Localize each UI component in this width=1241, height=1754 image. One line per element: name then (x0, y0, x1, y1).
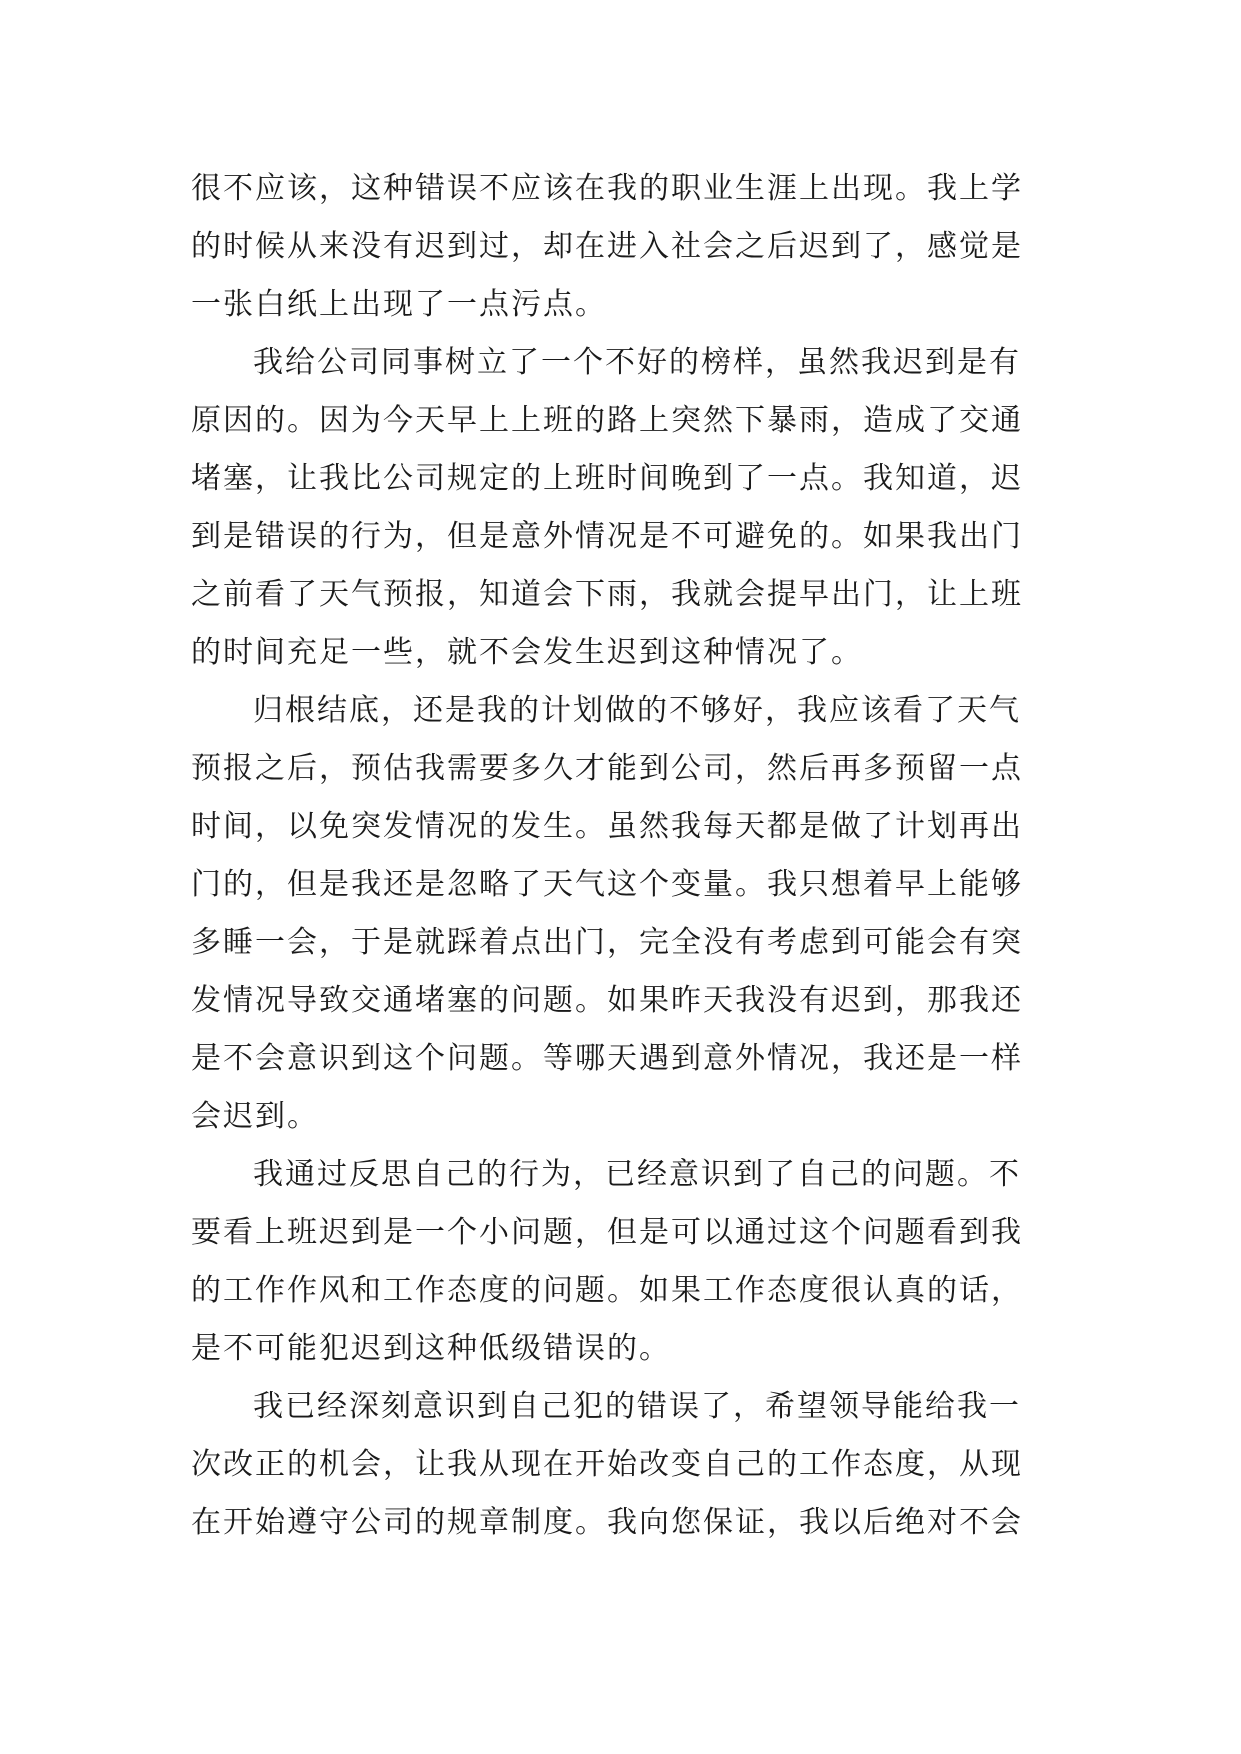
text-line: 的时候从来没有迟到过，却在进入社会之后迟到了，感觉是 (191, 229, 1023, 264)
paragraph-1 (191, 160, 1051, 334)
document-body (191, 160, 1051, 1552)
text-line: 发情况导致交通堵塞的问题。如果昨天我没有迟到，那我还 (191, 983, 1023, 1018)
text-line: 在开始遵守公司的规章制度。我向您保证，我以后绝对不会 (191, 1505, 1023, 1540)
text-line: 到是错误的行为，但是意外情况是不可避免的。如果我出门 (191, 519, 1023, 554)
text-line: 归根结底，还是我的计划做的不够好，我应该看了天气 (253, 693, 1021, 728)
text-line: 是不可能犯迟到这种低级错误的。 (191, 1331, 671, 1366)
text-line: 之前看了天气预报，知道会下雨，我就会提早出门，让上班 (191, 577, 1023, 612)
paragraph-4 (191, 1146, 1051, 1378)
text-line: 的时间充足一些，就不会发生迟到这种情况了。 (191, 635, 863, 670)
text-line: 我通过反思自己的行为，已经意识到了自己的问题。不 (253, 1157, 1021, 1192)
paragraph-2 (191, 334, 1051, 682)
paragraph-5 (191, 1378, 1051, 1552)
text-line: 门的，但是我还是忽略了天气这个变量。我只想着早上能够 (191, 867, 1023, 902)
text-line: 是不会意识到这个问题。等哪天遇到意外情况，我还是一样 (191, 1041, 1023, 1076)
text-line: 的工作作风和工作态度的问题。如果工作态度很认真的话， (191, 1273, 1023, 1308)
text-line: 会迟到。 (191, 1099, 319, 1134)
text-line: 多睡一会，于是就踩着点出门，完全没有考虑到可能会有突 (191, 925, 1023, 960)
text-line: 我已经深刻意识到自己犯的错误了，希望领导能给我一 (253, 1389, 1021, 1424)
text-line: 预报之后，预估我需要多久才能到公司，然后再多预留一点 (191, 751, 1023, 786)
text-line: 我给公司同事树立了一个不好的榜样，虽然我迟到是有 (253, 345, 1021, 380)
text-line: 原因的。因为今天早上上班的路上突然下暴雨，造成了交通 (191, 403, 1023, 438)
text-line: 要看上班迟到是一个小问题，但是可以通过这个问题看到我 (191, 1215, 1023, 1250)
text-line: 很不应该，这种错误不应该在我的职业生涯上出现。我上学 (191, 171, 1023, 206)
text-line: 时间，以免突发情况的发生。虽然我每天都是做了计划再出 (191, 809, 1023, 844)
text-line: 次改正的机会，让我从现在开始改变自己的工作态度，从现 (191, 1447, 1023, 1482)
paragraph-3 (191, 682, 1051, 1146)
text-line: 堵塞，让我比公司规定的上班时间晚到了一点。我知道，迟 (191, 461, 1023, 496)
text-line: 一张白纸上出现了一点污点。 (191, 287, 607, 322)
